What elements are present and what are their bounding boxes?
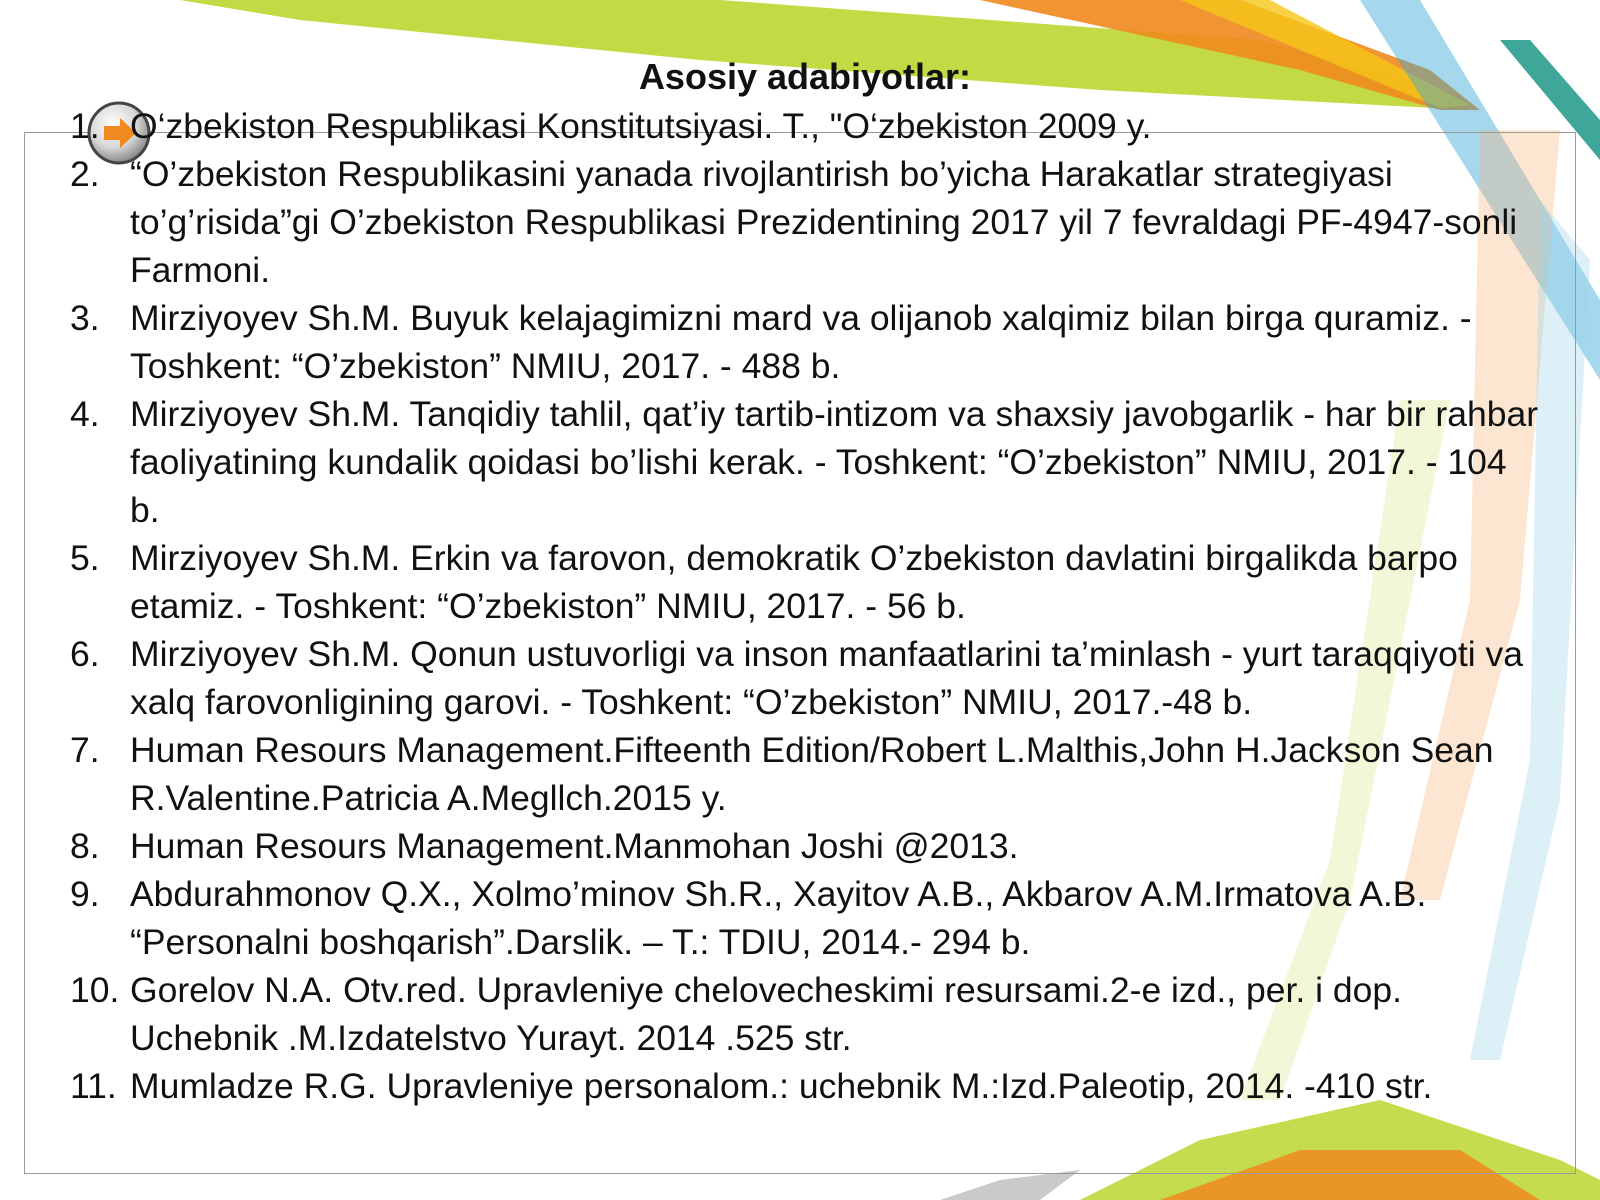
reference-number: 1. [70,106,100,146]
reference-item [70,294,1540,390]
reference-text: Mirziyoyev Sh.M. Qonun ustuvorligi va inson manfaatlarini ta’minlash - yurt taraqqiyoti va xalq farovonligining garovi. - Toshkent: “O’zbekiston” NMIU, 2017.-48 b. [130,634,1523,722]
reference-text: “O’zbekiston Respublikasini yanada rivojlantirish bo’yicha Harakatlar strategiyasi to’g’risida”gi O’zbekiston Respublikasi Prezidentining 2017 yil 7 fevraldagi PF-4947-sonli Farmoni. [130,154,1518,290]
reference-number: 7. [70,730,100,770]
reference-item [70,822,1540,870]
reference-text: Mumladze R.G. Upravleniye personalom.: uchebnik M.:Izd.Paleotip, 2014. -410 str. [130,1066,1433,1106]
reference-item [70,534,1540,630]
reference-number: 4. [70,394,100,434]
reference-text: Abdurahmonov Q.X., Xolmo’minov Sh.R., Xayitov A.B., Akbarov A.M.Irmatova A.B. “Personalni boshqarish”.Darslik. – T.: TDIU, 2014.- 294 b. [130,874,1427,962]
reference-number: 10. [70,970,120,1010]
reference-text: Mirziyoyev Sh.M. Erkin va farovon, demokratik O’zbekiston davlatini birgalikda barpo etamiz. - Toshkent: “O’zbekiston” NMIU, 2017. - 56 b. [130,538,1458,626]
page-title: Asosiy adabiyotlar: [638,56,972,97]
reference-item [70,726,1540,822]
reference-text: Human Resours Management.Manmohan Joshi @2013. [130,826,1019,866]
reference-text: Human Resours Management.Fifteenth Edition/Robert L.Malthis,John H.Jackson Sean R.Valentine.Patricia A.Megllch.2015 y. [130,730,1494,818]
reference-number: 3. [70,298,100,338]
reference-item [70,966,1540,1062]
reference-number: 6. [70,634,100,674]
reference-item [70,1062,1540,1110]
reference-text: O‘zbekiston Respublikasi Konstitutsiyasi. T., "O‘zbekiston 2009 y. [130,106,1152,146]
reference-text: Gorelov N.A. Otv.red. Upravleniye chelovecheskimi resursami.2-e izd., per. i dop. Uchebnik .M.Izdatelstvo Yurayt. 2014 .525 str. [130,970,1402,1058]
reference-list [70,102,1540,1110]
reference-number: 5. [70,538,100,578]
reference-item [70,102,1540,150]
reference-number: 8. [70,826,100,866]
reference-number: 2. [70,154,100,194]
reference-item [70,390,1540,534]
gray-swoosh-bottom [940,1170,1080,1200]
reference-text: Mirziyoyev Sh.M. Tanqidiy tahlil, qat’iy tartib-intizom va shaxsiy javobgarlik - har bir rahbar faoliyatining kundalik qoidasi bo’lishi kerak. - Toshkent: “O’zbekiston” NMIU, 2017. - 104 b. [130,394,1539,530]
reference-item [70,150,1540,294]
reference-text: Mirziyoyev Sh.M. Buyuk kelajagimizni mard va olijanob xalqimiz bilan birga quramiz. - Toshkent: “O’zbekiston” NMIU, 2017. - 488 b. [130,298,1472,386]
reference-number: 11. [70,1066,117,1106]
reference-item [70,630,1540,726]
reference-number: 9. [70,874,100,914]
reference-item [70,870,1540,966]
